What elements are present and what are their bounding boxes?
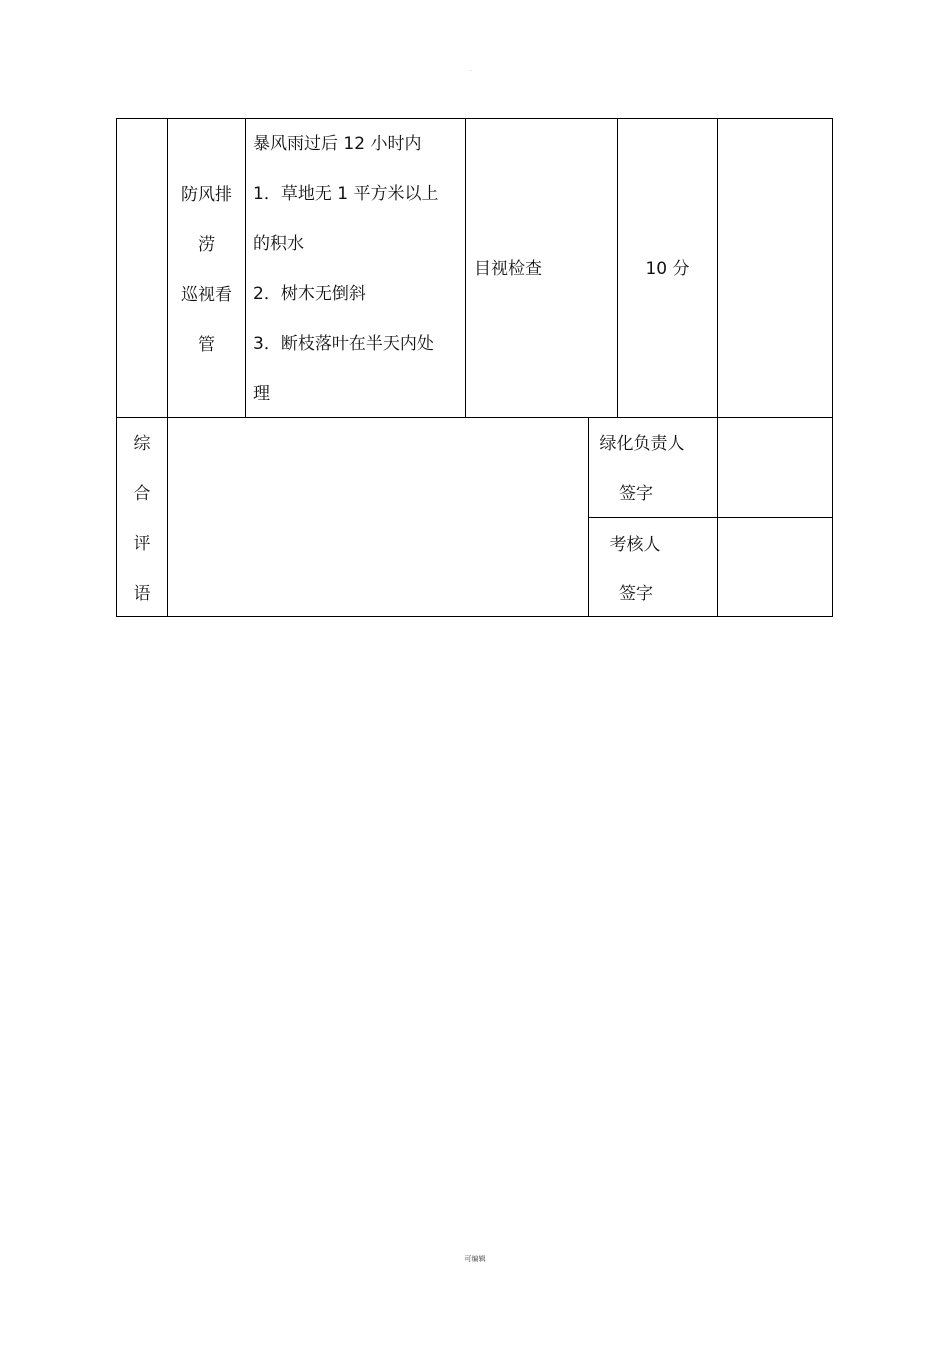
score-cell: 10 分 (645, 259, 690, 279)
sign-label-line: 考核人 (609, 535, 661, 555)
item-line: 管 (198, 335, 215, 355)
greening-manager-signature-field[interactable] (718, 418, 832, 517)
item-line: 防风排 (181, 185, 232, 205)
requirement-line: 的积水 (253, 234, 304, 254)
table-col-divider-2 (245, 118, 246, 418)
table-col-divider-3 (465, 118, 466, 418)
label-char: 评 (133, 534, 151, 554)
table-border-right (832, 118, 833, 617)
requirement-line: 3．断枝落叶在半天内处 (253, 334, 434, 354)
requirement-line: 2．树木无倒斜 (253, 284, 366, 304)
assessor-signature-field[interactable] (718, 518, 832, 616)
table-border-top (116, 118, 833, 119)
requirement-line: 理 (253, 384, 270, 404)
item-line: 巡视看 (181, 285, 232, 305)
sign-label-line: 签字 (619, 584, 653, 604)
table-border-bottom (116, 616, 833, 617)
page-footer: 可编辑 (464, 1255, 486, 1263)
requirement-line: 暴风雨过后 12 小时内 (253, 134, 422, 154)
comment-area[interactable] (168, 418, 588, 616)
sign-label-line: 签字 (619, 484, 653, 504)
sign-label-line: 绿化负责人 (599, 434, 685, 454)
label-char: 综 (133, 434, 151, 454)
requirement-line: 1．草地无 1 平方米以上 (253, 184, 439, 204)
method-cell: 目视检查 (474, 259, 542, 279)
item-line: 涝 (198, 235, 215, 255)
label-char: 合 (133, 484, 151, 504)
label-char: 语 (133, 584, 151, 604)
header-mark: · (470, 68, 472, 75)
